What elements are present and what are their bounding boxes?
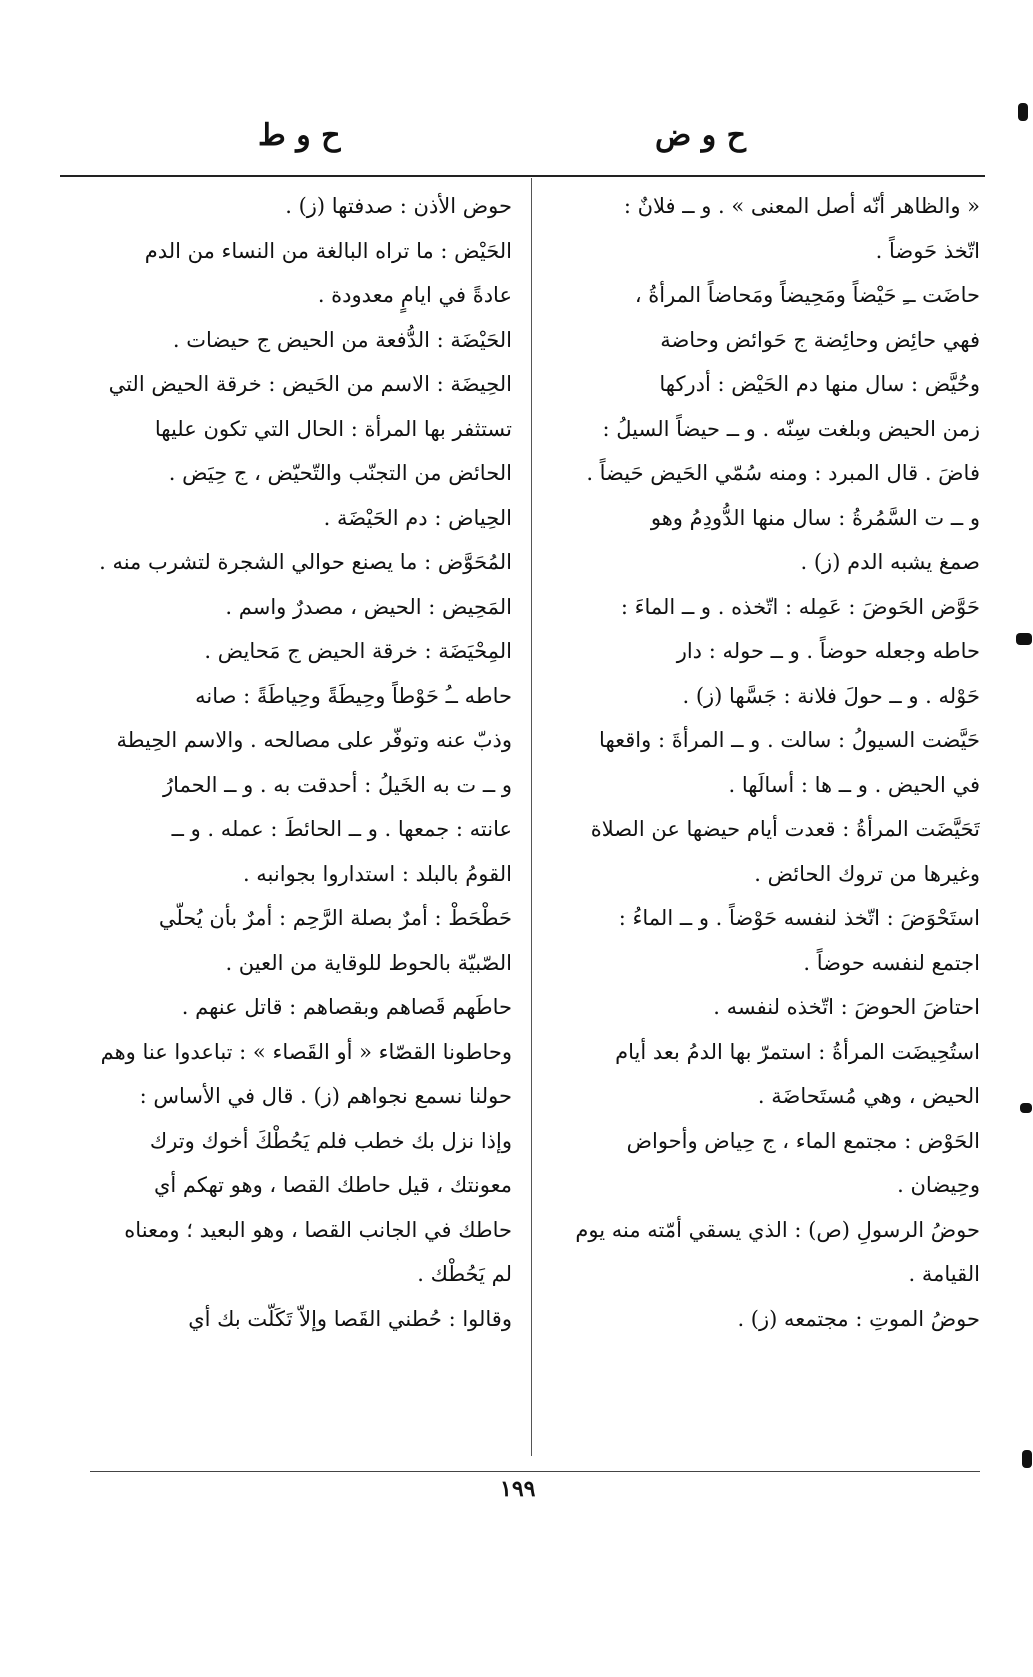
left-column	[60, 184, 512, 1341]
text-line: عانته : جمعها . و ــ الحائطَ : عمله . و ــ	[171, 817, 512, 841]
text-line: استَحْوَضَ : اتّخذ لنفسه حَوْضاً . و ــ الماءُ :	[618, 906, 980, 930]
text-line: وحِيضان .	[897, 1173, 980, 1197]
text-line: اتّخذ حَوضاً .	[875, 238, 980, 263]
text-line: فهي حائِض وحائِضة ج حَوائض وحاضة	[660, 327, 980, 352]
text-line: القيامة .	[908, 1262, 980, 1286]
scan-edge-mark	[1016, 633, 1032, 645]
text-line: وقالوا : حُطني القَصا وإلاّ تَكَلّت بك أي	[188, 1306, 512, 1331]
text-line: الحَيْض : ما تراه البالغة من النساء من الدم	[144, 238, 512, 263]
text-line: وإذا نزل بك خطب فلم يَحُطْكَ أخوك وترك	[149, 1128, 512, 1153]
text-line: تَحَيَّضَت المرأةُ : قعدت أيام حيضها عن الصلاة	[590, 817, 980, 841]
scan-edge-mark	[1018, 103, 1028, 121]
text-line: حوض الأذن : صدفتها (ز) .	[285, 194, 512, 218]
scan-edge-mark	[1022, 1450, 1032, 1468]
text-line: فاضَ . قال المبرد : ومنه سُمّي الحَيض حَيضاً .	[586, 461, 980, 485]
text-line: حوضُ الموتِ : مجتمعه (ز) .	[737, 1306, 980, 1331]
text-line: الحِياض : دم الحَيْضَة .	[323, 505, 512, 530]
text-line: في الحيض . و ــ ها : أسالَها .	[728, 772, 980, 797]
text-line: حولنا نسمع نجواهم (ز) . قال في الأساس :	[139, 1084, 512, 1108]
text-line: حاطه وجعله حوضاً . و ــ حوله : دار	[676, 639, 980, 663]
text-line: الحيض ، وهي مُستَحاضَة .	[757, 1084, 980, 1108]
text-line: و ــ ت به الخَيلُ : أحدقت به . و ــ الحمارُ	[162, 772, 512, 797]
scan-edge-mark	[1020, 1103, 1032, 1113]
footer-rule	[90, 1471, 980, 1472]
text-line: حاطه ــُ حَوْطاً وحِيطَةً وحِياطَةً : صانه	[195, 683, 512, 708]
text-line: حَيَّضت السيولُ : سالت . و ــ المرأةَ : واقعها	[599, 728, 980, 752]
text-line: حَوْله . و ــ حولَ فلانة : جَسَّها (ز) .	[682, 683, 980, 708]
text-line: احتاضَ الحوضَ : اتّخذه لنفسه .	[713, 995, 980, 1019]
right-column	[522, 184, 980, 1341]
header-rule	[60, 175, 985, 177]
text-line: لم يَحُطْك .	[417, 1262, 512, 1286]
text-line: الحائض من التجنّب والتّحيّض ، ج حِيَض .	[168, 461, 512, 485]
text-line: الحَيْضَة : الدُّفعة من الحيض ج حيضات .	[172, 327, 512, 352]
text-line: صمغ يشبه الدم (ز) .	[800, 550, 980, 574]
text-line: المِحْيَضَة : خرقة الحيض ج مَحايض .	[204, 639, 512, 663]
text-line: عادةً في ايامٍ معدودة .	[317, 283, 512, 307]
text-line: استُحِيضَت المرأةُ : استمرّ بها الدمُ بعد أيام	[615, 1039, 980, 1064]
left-running-header: ح و ط	[258, 118, 341, 153]
text-line: حَطْحَطْ : أمرٌ بصلة الرَّحِم : أمرٌ بأن يُحلّي	[158, 906, 512, 930]
page-number: ١٩٩	[500, 1476, 536, 1502]
text-line: القومُ بالبلد : استداروا بجوانبه .	[242, 861, 512, 886]
right-running-header: ح و ض	[655, 118, 747, 153]
text-line: « والظاهر أنّه أصل المعنى » . و ــ فلانٌ :	[623, 194, 980, 218]
text-line: حاطك في الجانب القصا ، وهو البعيد ؛ ومعناه	[124, 1217, 512, 1242]
text-line: الحِيضَة : الاسم من الحَيض : خرقة الحيض التي	[108, 372, 512, 396]
text-line: الحَوْض : مجتمع الماء ، ج حِياض وأحواض	[626, 1128, 980, 1153]
text-line: وغيرها من تروك الحائض .	[754, 861, 980, 886]
text-line: حَوَّض الحَوضَ : عَمِله : اتّخذه . و ــ الماءَ :	[620, 594, 980, 619]
text-line: و ــ ت السَّمُرةُ : سال منها الدُّودِمُ وهو	[650, 505, 980, 530]
text-line: المَحِيض : الحيض ، مصدرٌ واسم .	[225, 594, 512, 619]
text-line: معونتك ، قيل حاطك القصا ، وهو تهكم أي	[153, 1173, 512, 1197]
text-line: حاضَت ــِ حَيْضاً ومَحِيضاً ومَحاضاً المرأةُ ،	[634, 283, 980, 307]
text-line: وحاطونا القصّاء « أو القَصاء » : تباعدوا عنا وهم	[100, 1039, 512, 1064]
text-line: حوضُ الرسولِ (ص) : الذي يسقي أمّته منه يوم	[575, 1217, 980, 1242]
text-line: الصّبيّة بالحوط للوقاية من العين .	[225, 950, 512, 975]
text-line: اجتمع لنفسه حوضاً .	[803, 950, 980, 975]
text-line: حاطَهم قَصاهم وبقصاهم : قاتل عنهم .	[181, 995, 512, 1019]
text-line: وحُيَّض : سال منها دم الحَيْض : أدركها	[659, 372, 980, 396]
text-line: تستثفر بها المرأة : الحال التي تكون عليها	[154, 416, 512, 441]
text-line: المُحَوَّض : ما يصنع حوالي الشجرة لتشرب منه .	[99, 550, 512, 574]
text-line: وذبّ عنه وتوفّر على مصالحه . والاسم الحِيطة	[116, 728, 512, 752]
text-line: زمن الحيض وبلغت سِنّه . و ــ حيضاً السيلُ :	[602, 416, 980, 441]
